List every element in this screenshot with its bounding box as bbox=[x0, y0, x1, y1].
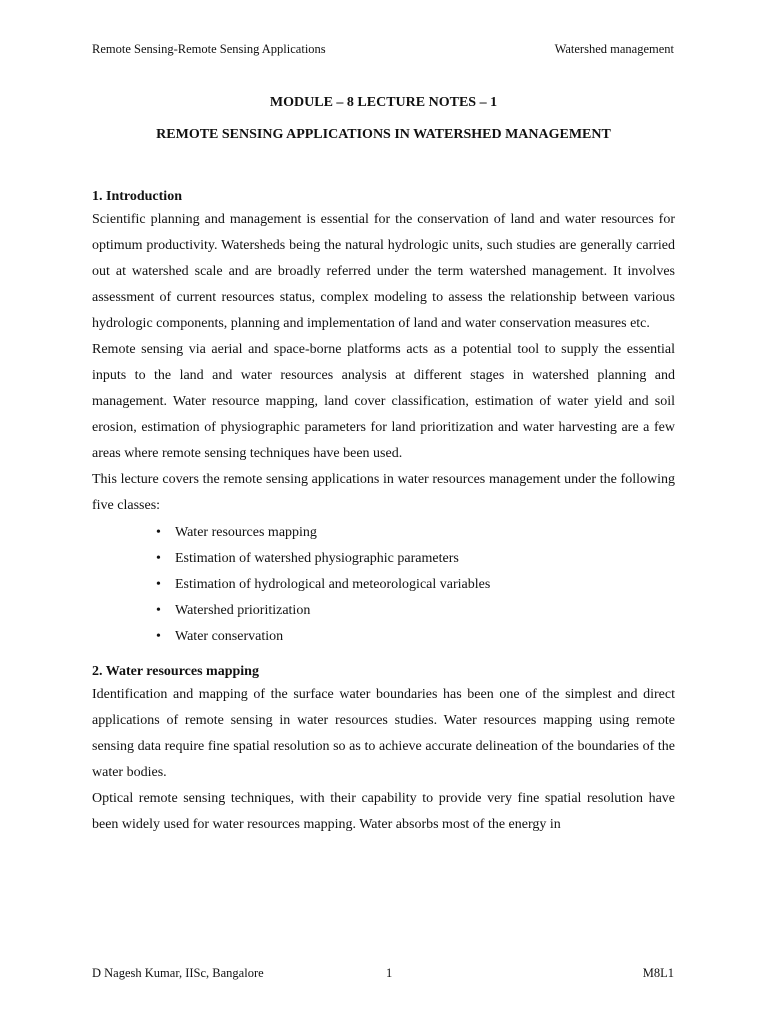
paragraph: Optical remote sensing techniques, with their capability to provide very fine spatial resolution have been widely used for water resources mapping. Water absorbs most of the energy in bbox=[92, 791, 675, 832]
list-item-text: Watershed prioritization bbox=[175, 603, 311, 618]
paragraph: This lecture covers the remote sensing applications in water resources management under the following five classes: bbox=[92, 472, 675, 513]
paragraph: Scientific planning and management is essential for the conservation of land and water resources for optimum productivity. Watersheds being the natural hydrologic units, such studies are generally carried out at watershed scale and are broadly referred under the term watershed management. It involves assessment of current resources status, complex modeling to assess the relationship between various hydrologic components, planning and implementation of land and water conservation measures etc. bbox=[92, 212, 675, 331]
page-number: 1 bbox=[386, 966, 393, 980]
section-heading-introduction: 1. Introduction bbox=[92, 189, 182, 204]
list-item bbox=[156, 598, 675, 624]
section-heading-water-resources-mapping: 2. Water resources mapping bbox=[92, 664, 259, 679]
bullet-list bbox=[92, 520, 675, 650]
list-item bbox=[156, 520, 675, 546]
bullet-icon: • bbox=[156, 577, 161, 592]
paragraph: Identification and mapping of the surface water boundaries has been one of the simplest and direct applications of remote sensing in water resources studies. Water resources mapping using remote sensing data require fine spatial resolution so as to achieve accurate delineation of the boundaries of the water bodies. bbox=[92, 687, 675, 780]
module-title: MODULE – 8 LECTURE NOTES – 1 bbox=[269, 95, 498, 110]
paragraph: Remote sensing via aerial and space-borne platforms acts as a potential tool to supply the essential inputs to the land and water resources analysis at different stages in watershed planning and management. Water resource mapping, land cover classification, estimation of water yield and soil erosion, estimation of physiographic parameters for land prioritization and water harvesting are a few areas where remote sensing techniques have been used. bbox=[92, 342, 675, 461]
bullet-icon: • bbox=[156, 525, 161, 540]
list-item bbox=[156, 624, 675, 650]
bullet-icon: • bbox=[156, 551, 161, 566]
bullet-icon: • bbox=[156, 629, 161, 644]
header-course-title: Remote Sensing-Remote Sensing Applications bbox=[92, 42, 326, 56]
list-item bbox=[156, 572, 675, 598]
main-content bbox=[92, 93, 675, 838]
list-item bbox=[156, 546, 675, 572]
list-item-text: Water conservation bbox=[175, 629, 284, 644]
running-footer bbox=[92, 964, 674, 982]
footer-author: D Nagesh Kumar, IISc, Bangalore bbox=[92, 966, 264, 980]
list-item-text: Estimation of watershed physiographic parameters bbox=[175, 551, 459, 566]
document-title: REMOTE SENSING APPLICATIONS IN WATERSHED MANAGEMENT bbox=[156, 127, 611, 142]
running-header bbox=[92, 40, 674, 58]
bullet-icon: • bbox=[156, 603, 161, 618]
list-item-text: Water resources mapping bbox=[175, 525, 317, 540]
list-item-text: Estimation of hydrological and meteorological variables bbox=[175, 577, 491, 592]
header-topic: Watershed management bbox=[554, 42, 674, 56]
footer-code: M8L1 bbox=[642, 966, 674, 980]
